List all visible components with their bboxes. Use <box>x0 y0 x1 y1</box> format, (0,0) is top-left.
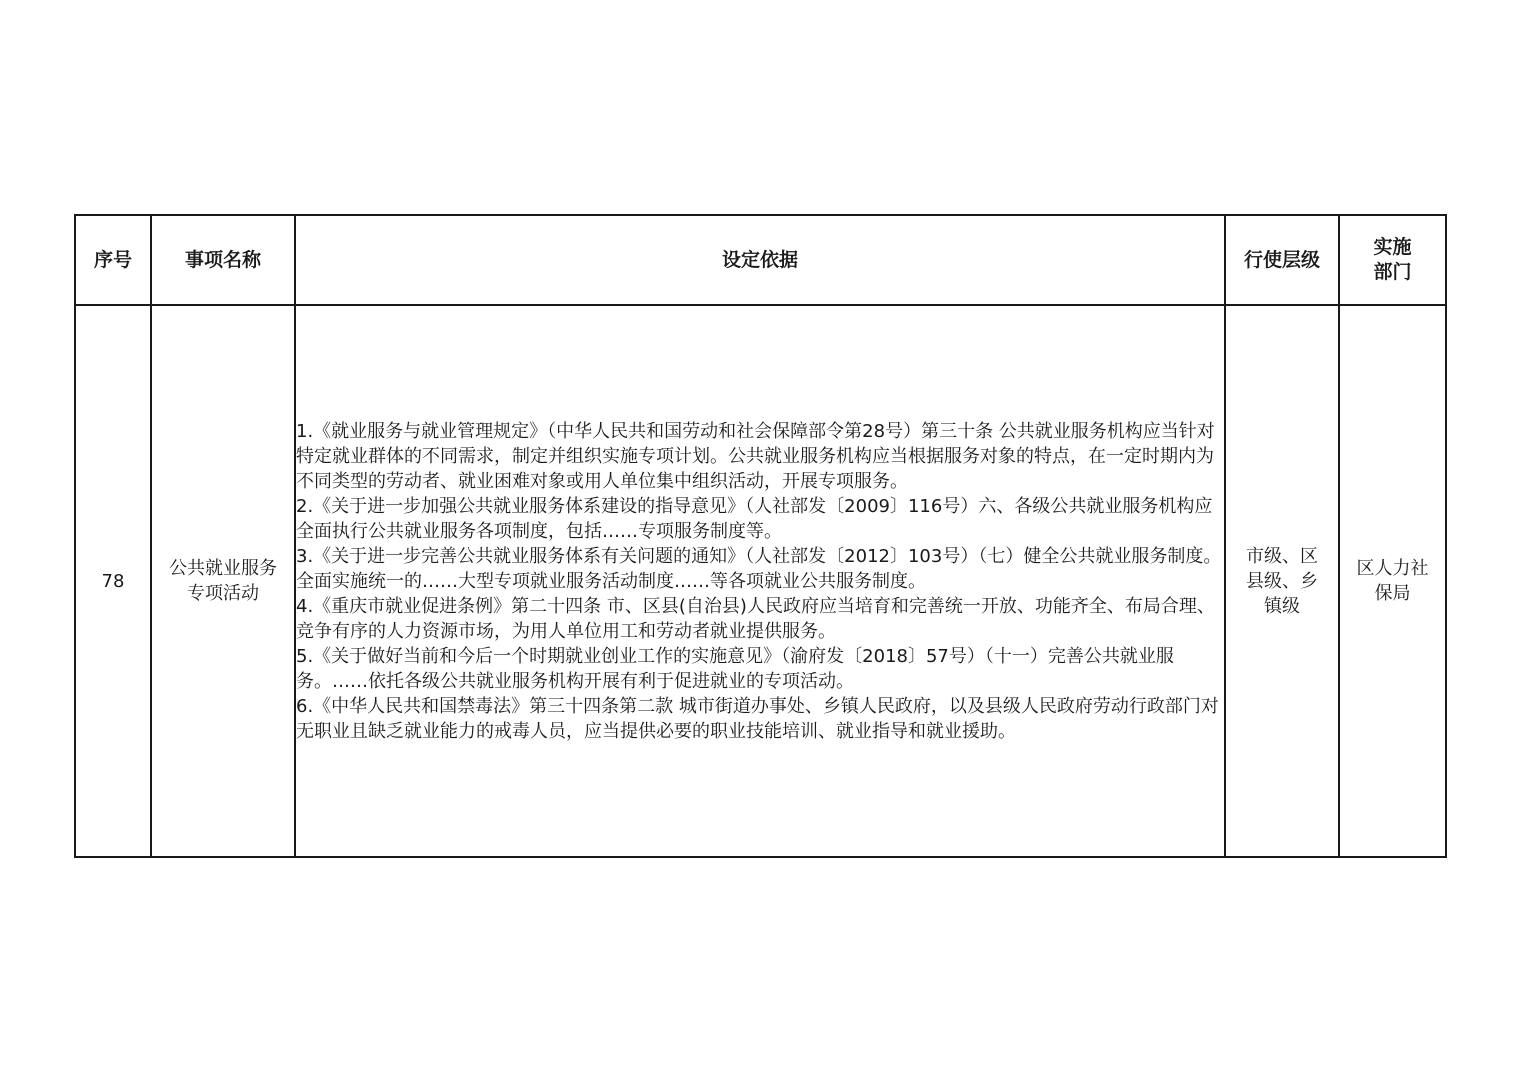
items-table <box>74 214 1447 858</box>
header-dept <box>1339 215 1446 305</box>
cell-basis <box>295 305 1225 857</box>
basis-item-2: 2.《关于进一步加强公共就业服务体系建设的指导意见》（人社部发〔2009〕116号）六、各级公共就业服务机构应全面执行公共就业服务各项制度，包括……专项服务制度等。 <box>296 495 1213 542</box>
cell-dept <box>1339 305 1446 857</box>
table-row <box>75 305 1446 857</box>
cell-name-line2: 专项活动 <box>187 583 259 604</box>
cell-seq: 78 <box>75 305 151 857</box>
basis-item-3: 3.《关于进一步完善公共就业服务体系有关问题的通知》（人社部发〔2012〕103号）（七）健全公共就业服务制度。全面实施统一的……大型专项就业服务活动制度……等各项就业公共服务制度。 <box>296 545 1222 592</box>
header-basis: 设定依据 <box>295 215 1225 305</box>
basis-item-5: 5.《关于做好当前和今后一个时期就业创业工作的实施意见》（渝府发〔2018〕57号）（十一）完善公共就业服务。……依托各级公共就业服务机构开展有利于促进就业的专项活动。 <box>296 645 1174 692</box>
basis-item-4: 4.《重庆市就业促进条例》第二十四条 市、区县(自治县)人民政府应当培育和完善统一开放、功能齐全、布局合理、竞争有序的人力资源市场，为用人单位用工和劳动者就业提供服务。 <box>296 595 1215 642</box>
basis-item-6: 6.《中华人民共和国禁毒法》第三十四条第二款 城市街道办事处、乡镇人民政府，以及县级人民政府劳动行政部门对无职业且缺乏就业能力的戒毒人员，应当提供必要的职业技能培训、就业指导和就业援助。 <box>296 695 1219 742</box>
header-row <box>75 215 1446 305</box>
cell-level <box>1225 305 1339 857</box>
cell-dept-line1: 区人力社 <box>1356 558 1429 579</box>
basis-item-1: 1.《就业服务与就业管理规定》（中华人民共和国劳动和社会保障部令第28号）第三十条 公共就业服务机构应当针对特定就业群体的不同需求，制定并组织实施专项计划。公共就业服务机构应当根据服务对象的特点，在一定时期内为不同类型的劳动者、就业困难对象或用人单位集中组织活动，开展专项服务。 <box>296 420 1215 492</box>
header-dept-line2: 部门 <box>1373 261 1412 283</box>
header-level: 行使层级 <box>1225 215 1339 305</box>
cell-level-line1: 市级、区 <box>1246 545 1318 567</box>
header-seq: 序号 <box>75 215 151 305</box>
header-name: 事项名称 <box>151 215 295 305</box>
cell-dept-line2: 保局 <box>1374 583 1411 604</box>
cell-name-line1: 公共就业服务 <box>169 558 277 579</box>
cell-name <box>151 305 295 857</box>
cell-level-line2: 县级、乡 <box>1246 570 1318 592</box>
header-dept-line1: 实施 <box>1373 236 1412 258</box>
cell-level-line3: 镇级 <box>1264 595 1300 617</box>
